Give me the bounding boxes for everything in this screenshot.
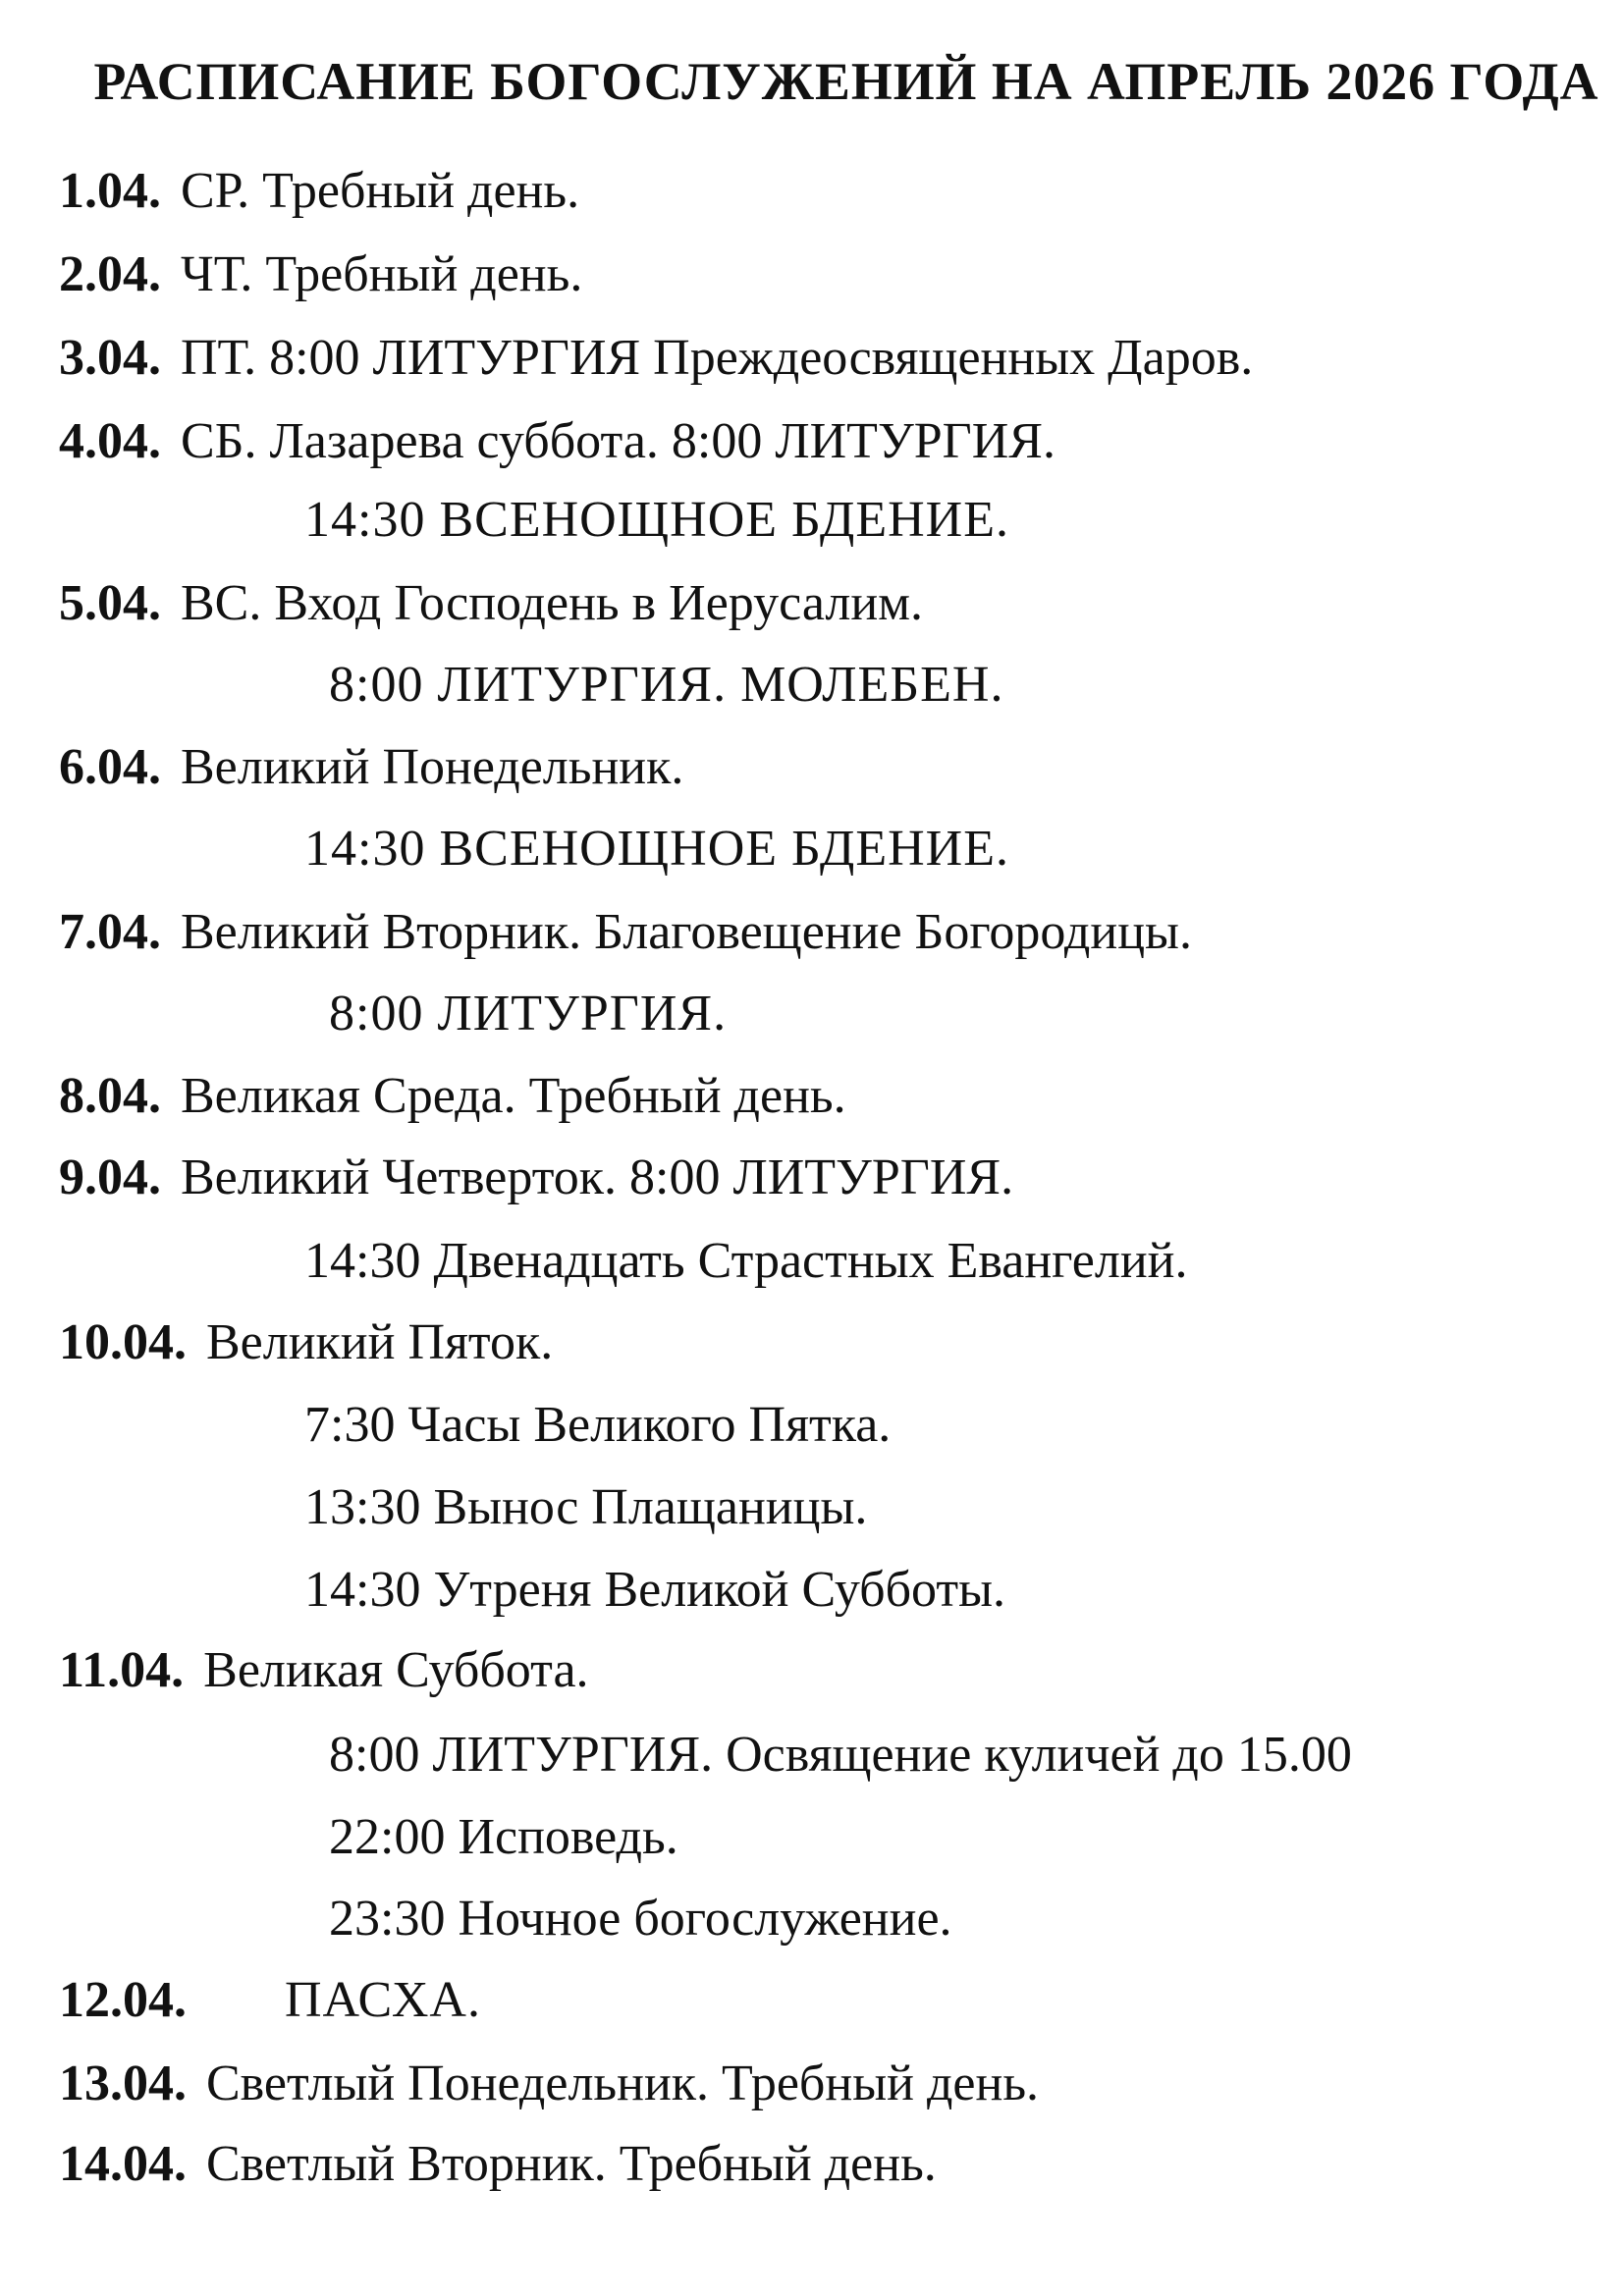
row-date: 6.04. [59,739,161,795]
row-text: Великая Суббота. [203,1642,589,1698]
row-date: 5.04. [59,575,161,631]
schedule-row [59,1641,589,1700]
schedule-row [59,412,1056,471]
row-text: Светлый Понедельник. Требный день. [206,2056,1040,2111]
schedule-subrow [329,1808,678,1867]
schedule-subrow [304,1232,1188,1291]
schedule-subrow [329,656,1003,715]
row-text: Великий Пяток. [206,1314,554,1370]
row-text: Великий Четверток. 8:00 ЛИТУРГИЯ. [181,1149,1014,1205]
schedule-row [59,162,579,221]
row-date: 10.04. [59,1314,187,1370]
schedule-subrow [304,820,1009,879]
schedule-subrow [329,985,727,1043]
schedule-subrow [304,1396,891,1455]
row-text: 8:00 ЛИТУРГИЯ. Освящение куличей до 15.00 [329,1727,1352,1783]
page-title: РАСПИСАНИЕ БОГОСЛУЖЕНИЙ НА АПРЕЛЬ 2026 ГОДА [93,52,1599,111]
row-text: 8:00 ЛИТУРГИЯ. [329,986,728,1041]
row-date: 12.04. [59,1972,187,2028]
row-date: 1.04. [59,163,161,219]
schedule-row [59,245,582,304]
schedule-row [59,1148,1013,1207]
schedule-subrow [329,1726,1352,1785]
row-text: 22:00 Исповедь. [329,1809,678,1865]
row-date: 7.04. [59,904,161,960]
row-text: Светлый Вторник. Требный день. [206,2136,937,2192]
row-text: ВС. Вход Господень в Иерусалим. [181,575,924,631]
schedule-subrow [304,1561,1005,1620]
row-text: 7:30 Часы Великого Пятка. [304,1397,892,1453]
schedule-row [59,1313,553,1372]
row-date: 9.04. [59,1149,161,1205]
schedule-row [59,2055,1039,2113]
schedule-row [59,738,683,797]
row-text: 14:30 ВСЕНОЩНОЕ БДЕНИЕ. [304,492,1009,548]
row-text: 14:30 Двенадцать Страстных Евангелий. [304,1233,1188,1289]
row-text: Великий Понедельник. [181,739,684,795]
row-date: 13.04. [59,2056,187,2111]
row-text: 23:30 Ночное богослужение. [329,1891,952,1947]
row-text: СР. Требный день. [181,163,580,219]
row-date: 8.04. [59,1068,161,1124]
row-date: 14.04. [59,2136,187,2192]
row-date: 2.04. [59,246,161,302]
row-text: 13:30 Вынос Плащаницы. [304,1479,868,1535]
schedule-row [59,329,1253,388]
schedule-row [59,2135,937,2194]
row-date: 11.04. [59,1642,185,1698]
schedule-row [59,903,1192,962]
row-text: Великий Вторник. Благовещение Богородицы. [181,904,1192,960]
row-text: Великая Среда. Требный день. [181,1068,846,1124]
row-text: ЧТ. Требный день. [181,246,583,302]
schedule-subrow [304,491,1009,550]
schedule-row [59,1067,846,1126]
row-text: СБ. Лазарева суббота. 8:00 ЛИТУРГИЯ. [181,413,1056,469]
schedule-row [59,574,923,633]
row-text: 14:30 Утреня Великой Субботы. [304,1562,1006,1618]
row-text: ПТ. 8:00 ЛИТУРГИЯ Преждеосвященных Даров. [181,330,1254,386]
row-text: ПАСХА. [285,1972,481,2028]
row-text: 8:00 ЛИТУРГИЯ. МОЛЕБЕН. [329,657,1004,713]
row-date: 4.04. [59,413,161,469]
row-date: 3.04. [59,330,161,386]
schedule-subrow [329,1890,952,1949]
schedule-row [59,1971,481,2030]
row-text: 14:30 ВСЕНОЩНОЕ БДЕНИЕ. [304,821,1009,877]
schedule-subrow [304,1478,867,1537]
